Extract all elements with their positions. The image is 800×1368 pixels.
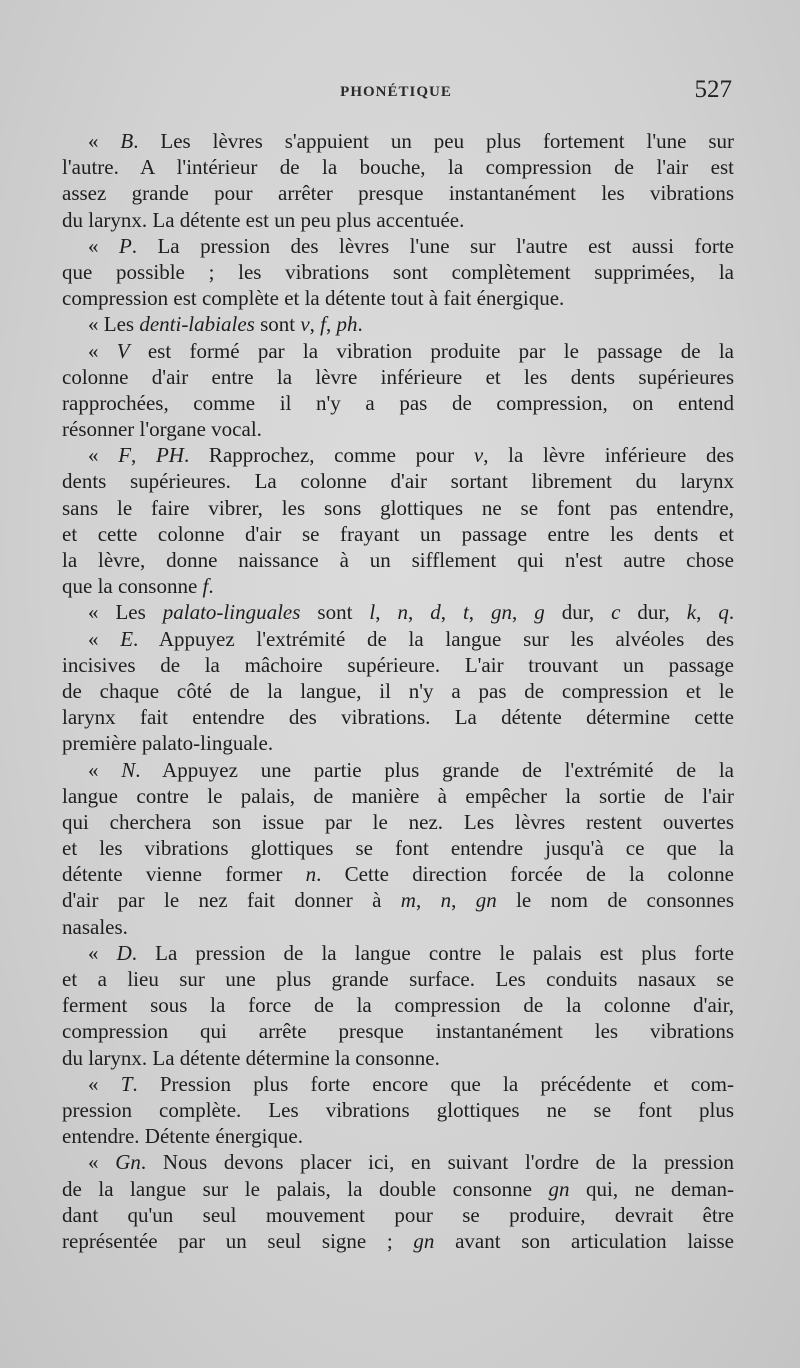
text-segment: d'air par le nez fait donner à bbox=[62, 888, 401, 913]
text-line bbox=[62, 678, 734, 704]
text-segment: avant son articulation laisse bbox=[434, 1228, 735, 1253]
text-segment: , bbox=[512, 600, 535, 625]
text-segment: entendre. Détente énergique. bbox=[62, 1124, 303, 1149]
text-segment: « bbox=[88, 757, 122, 782]
text-segment: . Nous devons placer ici, en suivant l'ordre de la pression bbox=[140, 1150, 734, 1175]
text-segment: assez grande pour arrêter presque instantanément les vibrations bbox=[62, 181, 734, 206]
text-segment: sont bbox=[254, 312, 301, 337]
text-line bbox=[62, 940, 734, 966]
text-line bbox=[62, 861, 734, 887]
italic-text: ph bbox=[336, 312, 358, 337]
text-segment: , bbox=[375, 600, 398, 625]
text-line bbox=[62, 652, 734, 678]
text-line bbox=[62, 783, 734, 809]
italic-text: B bbox=[120, 129, 134, 153]
running-title: PHONÉTIQUE bbox=[340, 84, 452, 100]
italic-text: n bbox=[397, 600, 408, 625]
text-segment: , bbox=[326, 312, 337, 337]
text-segment: , bbox=[468, 600, 492, 625]
italic-text: f bbox=[202, 574, 209, 599]
text-segment: , bbox=[696, 600, 719, 625]
text-line bbox=[62, 1228, 734, 1254]
text-segment: . La pression de la langue contre le palais est plus forte bbox=[131, 940, 734, 965]
text-segment: . Rapprochez, comme pour bbox=[183, 443, 474, 468]
text-segment: nasales. bbox=[62, 914, 128, 939]
body-text bbox=[62, 128, 734, 1254]
text-segment: « bbox=[88, 233, 119, 258]
italic-text: v bbox=[300, 312, 310, 337]
text-segment: qui, ne deman- bbox=[569, 1176, 734, 1201]
text-segment: , bbox=[131, 443, 156, 468]
text-line bbox=[62, 442, 734, 468]
text-line bbox=[62, 1176, 734, 1202]
italic-text: N bbox=[121, 757, 136, 782]
italic-text: m bbox=[400, 888, 416, 913]
italic-text: f bbox=[320, 312, 326, 337]
text-segment: dur, bbox=[620, 600, 687, 625]
text-segment: dur, bbox=[544, 600, 612, 625]
italic-text: g bbox=[534, 600, 545, 625]
text-line bbox=[62, 1045, 734, 1071]
text-segment: « Les bbox=[88, 312, 140, 337]
text-segment: que la consonne bbox=[62, 574, 203, 599]
text-segment: l'autre. A l'intérieur de la bouche, la compression de l'air est bbox=[62, 155, 734, 180]
text-line bbox=[62, 1123, 734, 1149]
text-line bbox=[62, 521, 734, 547]
text-line bbox=[62, 285, 734, 311]
text-segment: , bbox=[451, 888, 476, 913]
text-segment: détente vienne former bbox=[62, 862, 306, 887]
text-segment: le nom de consonnes bbox=[496, 888, 734, 913]
text-segment: . bbox=[208, 574, 214, 599]
italic-text: k bbox=[686, 600, 697, 625]
text-segment: du larynx. La détente détermine la consonne. bbox=[62, 1045, 440, 1070]
italic-text: PH bbox=[155, 443, 184, 468]
text-segment: compression est complète et la détente tout à fait énergique. bbox=[62, 286, 565, 311]
text-segment: dents supérieures. La colonne d'air sortant librement du larynx bbox=[62, 469, 734, 494]
italic-text: gn bbox=[491, 600, 513, 625]
text-line bbox=[62, 835, 734, 861]
text-segment: . bbox=[728, 600, 735, 625]
text-segment: qui cherchera son issue par le nez. Les lèvres restent ouvertes bbox=[62, 809, 734, 834]
text-segment: . Appuyez une partie plus grande de l'extrémité de la bbox=[135, 757, 735, 782]
text-segment: , bbox=[309, 312, 321, 337]
text-segment: . Pression plus forte encore que la précédente et com- bbox=[132, 1071, 735, 1096]
text-segment: , bbox=[407, 600, 431, 625]
text-segment: . Appuyez l'extrémité de la langue sur les alvéoles des bbox=[133, 626, 734, 651]
text-segment: « bbox=[88, 443, 119, 468]
text-segment: , la lèvre inférieure des bbox=[483, 443, 735, 468]
italic-text: V bbox=[116, 338, 130, 363]
text-line bbox=[62, 599, 734, 625]
text-segment: et a lieu sur une plus grande surface. Les conduits nasaux se bbox=[62, 967, 734, 991]
text-segment: que possible ; les vibrations sont complètement supprimées, la bbox=[62, 259, 734, 284]
text-segment: . Les lèvres s'appuient un peu plus fortement l'une sur bbox=[133, 129, 735, 153]
text-segment: de la langue sur le palais, la double consonne bbox=[62, 1176, 549, 1201]
text-line bbox=[62, 364, 734, 390]
text-segment: pression complète. Les vibrations glottiques ne se font plus bbox=[62, 1097, 734, 1122]
italic-text: P bbox=[118, 233, 132, 258]
text-line bbox=[62, 547, 734, 573]
text-line bbox=[62, 966, 734, 992]
text-segment: « bbox=[88, 940, 117, 965]
italic-text: gn bbox=[548, 1176, 570, 1201]
text-segment: . La pression des lèvres l'une sur l'autre est aussi forte bbox=[131, 233, 734, 258]
text-segment: colonne d'air entre la lèvre inférieure et les dents supérieures bbox=[62, 364, 734, 389]
text-segment: et les vibrations glottiques se font entendre jusqu'à ce que la bbox=[62, 836, 734, 861]
text-line bbox=[62, 311, 734, 337]
text-line bbox=[62, 914, 734, 940]
text-line bbox=[62, 887, 734, 913]
text-segment: représentée par un seul signe ; bbox=[62, 1228, 414, 1253]
text-segment: dant qu'un seul mouvement pour se produire, devrait être bbox=[62, 1202, 734, 1227]
italic-text: F bbox=[118, 443, 132, 468]
text-line bbox=[62, 1097, 734, 1123]
text-segment: la lèvre, donne naissance à un sifflement qui n'est autre chose bbox=[62, 548, 734, 572]
italic-text: v bbox=[473, 443, 484, 468]
text-segment: est formé par la vibration produite par le passage de la bbox=[129, 338, 734, 363]
italic-text: palato-linguales bbox=[162, 600, 301, 625]
text-segment: et cette colonne d'air se frayant un passage entre les dents et bbox=[62, 521, 734, 546]
text-line bbox=[62, 468, 734, 494]
text-segment: compression qui arrête presque instantanément les vibrations bbox=[62, 1019, 734, 1044]
text-segment: larynx fait entendre des vibrations. La détente détermine cette bbox=[62, 705, 734, 730]
italic-text: denti-labiales bbox=[139, 312, 255, 337]
text-line bbox=[62, 1071, 734, 1097]
text-line bbox=[62, 495, 734, 521]
text-line bbox=[62, 573, 734, 599]
italic-text: q bbox=[718, 600, 729, 625]
text-line bbox=[62, 757, 734, 783]
text-segment: « bbox=[88, 626, 121, 651]
text-segment: , bbox=[440, 600, 463, 625]
text-segment: « bbox=[88, 129, 121, 153]
text-segment: . Cette direction forcée de la colonne bbox=[316, 862, 734, 887]
text-segment: du larynx. La détente est un peu plus accentuée. bbox=[62, 207, 465, 232]
text-line bbox=[62, 1149, 734, 1175]
text-line bbox=[62, 416, 734, 442]
italic-text: gn bbox=[413, 1228, 435, 1253]
text-line bbox=[62, 259, 734, 285]
text-line bbox=[62, 704, 734, 730]
text-segment: rapprochées, comme il n'y a pas de compression, on entend bbox=[62, 390, 734, 415]
text-line bbox=[62, 1202, 734, 1228]
italic-text: D bbox=[116, 940, 132, 965]
text-segment: . bbox=[357, 312, 363, 337]
text-segment: de chaque côté de la langue, il n'y a pas de compression et le bbox=[62, 678, 734, 703]
text-line bbox=[62, 154, 734, 180]
italic-text: E bbox=[120, 626, 134, 651]
italic-text: c bbox=[611, 600, 621, 625]
text-segment: incisives de la mâchoire supérieure. L'air trouvant un passage bbox=[62, 652, 734, 677]
text-segment: « Les bbox=[88, 600, 163, 625]
text-line bbox=[62, 180, 734, 206]
italic-text: T bbox=[120, 1071, 133, 1096]
text-line bbox=[62, 233, 734, 259]
text-segment: « bbox=[88, 338, 117, 363]
italic-text: t bbox=[462, 600, 469, 625]
italic-text: Gn bbox=[115, 1150, 141, 1175]
text-line bbox=[62, 626, 734, 652]
text-line bbox=[62, 338, 734, 364]
text-segment: « bbox=[88, 1071, 121, 1096]
text-segment: résonner l'organe vocal. bbox=[62, 417, 262, 442]
text-segment: langue contre le palais, de manière à empêcher la sortie de l'air bbox=[62, 783, 734, 808]
text-line bbox=[62, 809, 734, 835]
text-line bbox=[62, 390, 734, 416]
italic-text: l bbox=[369, 600, 376, 625]
text-segment: première palato-linguale. bbox=[62, 731, 274, 756]
text-line bbox=[62, 730, 734, 756]
text-segment: sans le faire vibrer, les sons glottiques ne se font pas entendre, bbox=[62, 495, 734, 520]
text-line bbox=[62, 1018, 734, 1044]
text-segment: ferment sous la force de la compression de la colonne d'air, bbox=[62, 993, 734, 1018]
text-segment: « bbox=[88, 1150, 116, 1175]
italic-text: n bbox=[305, 862, 317, 887]
running-head bbox=[60, 76, 732, 112]
page-number: 527 bbox=[694, 76, 732, 103]
text-segment: , bbox=[415, 888, 441, 913]
italic-text: n bbox=[440, 888, 452, 913]
text-segment: sont bbox=[300, 600, 370, 625]
text-line bbox=[62, 207, 734, 233]
italic-text: gn bbox=[475, 888, 497, 913]
text-line bbox=[62, 128, 734, 154]
italic-text: d bbox=[430, 600, 441, 625]
text-line bbox=[62, 992, 734, 1018]
